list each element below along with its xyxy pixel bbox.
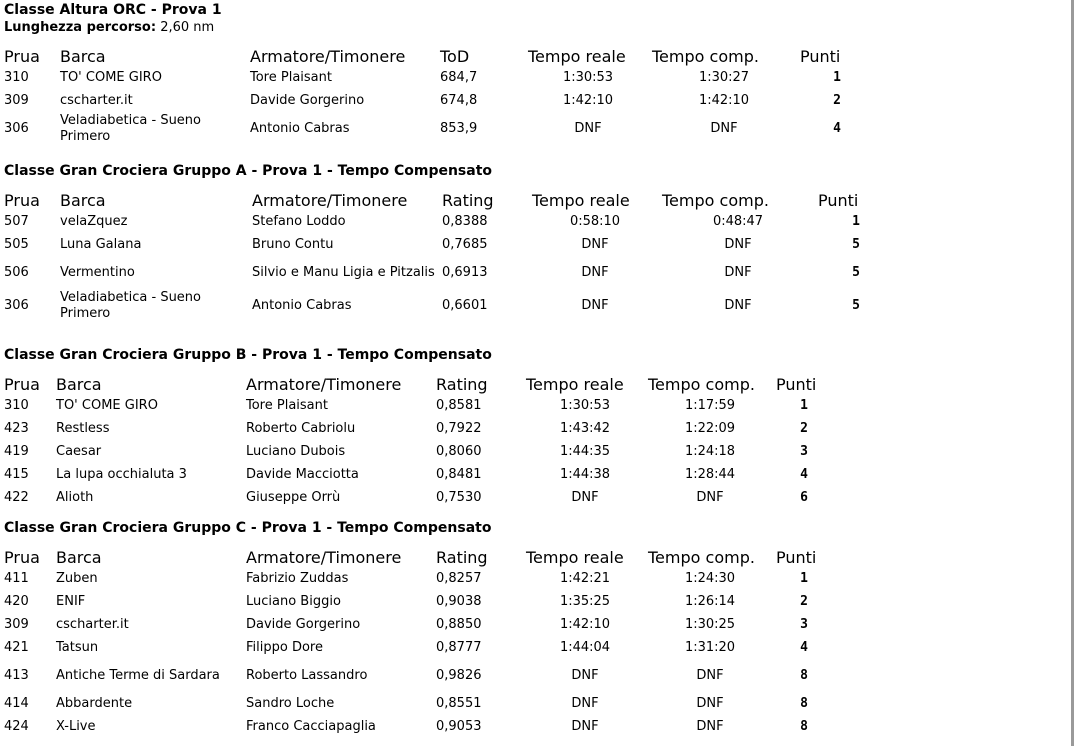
header-row [2,45,876,66]
header-rating: ToD [440,47,470,66]
table-row [2,66,876,89]
cell-armatore: Davide Macciotta [246,466,359,482]
course-length-label: Lunghezza percorso: [4,20,157,35]
section-title: Classe Gran Crociera Gruppo A - Prova 1 - Tempo Compensato [4,163,493,179]
cell-armatore: Stefano Loddo [252,213,346,229]
cell-armatore: Bruno Contu [252,236,334,252]
header-armatore: Armatore/Timonere [250,47,406,66]
cell-rating: 0,8551 [436,695,482,711]
cell-barca: X-Live [56,718,96,734]
header-prua: Prua [4,191,40,210]
cell-prua: 421 [4,639,29,655]
course-length-value: 2,60 nm [160,20,215,35]
cell-prua: 306 [4,297,29,313]
cell-armatore: Antonio Cabras [252,297,352,313]
cell-rating: 684,7 [440,69,478,85]
table-row [2,567,834,590]
cell-barca: Veladiabetica - Sueno Primero [60,112,202,144]
cell-prua: 419 [4,443,29,459]
cell-rating: 0,8581 [436,397,482,413]
cell-barca: cscharter.it [60,92,133,108]
cell-prua: 414 [4,695,29,711]
section-title: Classe Altura ORC - Prova 1 [4,2,222,18]
cell-punti: 6 [800,489,808,505]
header-tempo-reale: Tempo reale [528,47,626,66]
cell-barca: velaZquez [60,213,128,229]
table-row [2,590,834,613]
cell-tempo-comp: DNF [724,297,752,313]
cell-tempo-comp: 1:22:09 [684,420,736,436]
cell-barca: Antiche Terme di Sardara [56,667,220,683]
header-prua: Prua [4,375,40,394]
cell-barca: Tatsun [56,639,99,655]
cell-tempo-reale: DNF [581,297,609,313]
header-prua: Prua [4,47,40,66]
header-barca: Barca [56,375,102,394]
table-row [2,112,876,145]
cell-prua: 423 [4,420,29,436]
cell-barca: Zuben [56,570,98,586]
table-row [2,440,834,463]
cell-tempo-comp: 1:24:30 [684,570,736,586]
cell-rating: 0,8850 [436,616,482,632]
section-title: Classe Gran Crociera Gruppo B - Prova 1 - Tempo Compensato [4,347,492,363]
cell-tempo-comp: DNF [724,236,752,252]
results-table [2,546,834,738]
cell-rating: 0,6913 [442,264,488,280]
cell-prua: 310 [4,69,29,85]
cell-tempo-comp: DNF [724,264,752,280]
cell-prua: 505 [4,236,29,252]
cell-tempo-reale: 1:35:25 [559,593,611,609]
cell-punti: 4 [800,466,808,482]
cell-tempo-reale: 0:58:10 [569,213,621,229]
header-rating: Rating [436,375,488,394]
cell-punti: 2 [800,420,808,436]
header-armatore: Armatore/Timonere [252,191,408,210]
cell-barca: Restless [56,420,110,436]
cell-rating: 0,8777 [436,639,482,655]
cell-prua: 310 [4,397,29,413]
cell-prua: 309 [4,616,29,632]
cell-rating: 674,8 [440,92,478,108]
cell-armatore: Giuseppe Orrù [246,489,341,505]
cell-tempo-reale: DNF [571,489,599,505]
cell-rating: 0,8388 [442,213,488,229]
cell-armatore: Luciano Biggio [246,593,341,609]
cell-tempo-reale: 1:30:53 [559,397,611,413]
cell-barca: cscharter.it [56,616,129,632]
cell-punti: 2 [833,92,841,108]
cell-prua: 420 [4,593,29,609]
cell-tempo-comp: 1:42:10 [698,92,750,108]
table-row [2,89,876,112]
cell-tempo-comp: 1:30:25 [684,616,736,632]
header-barca: Barca [56,548,102,567]
cell-armatore: Sandro Loche [246,695,335,711]
cell-tempo-comp: DNF [696,695,724,711]
cell-barca: TO' COME GIRO [60,69,162,85]
cell-armatore: Silvio e Manu Ligia e Pitzalis [252,264,435,280]
header-row [2,546,834,567]
cell-punti: 5 [852,264,860,280]
cell-barca: Luna Galana [60,236,142,252]
cell-tempo-reale: 1:43:42 [559,420,611,436]
header-tempo-reale: Tempo reale [532,191,630,210]
cell-armatore: Franco Cacciapaglia [246,718,376,734]
cell-armatore: Davide Gorgerino [246,616,361,632]
table-row [2,636,834,659]
cell-punti: 4 [833,120,841,136]
course-length [4,20,214,35]
cell-rating: 0,9038 [436,593,482,609]
cell-prua: 424 [4,718,29,734]
header-tempo-comp: Tempo comp. [652,47,759,66]
cell-armatore: Tore Plaisant [250,69,332,85]
cell-tempo-comp: 1:31:20 [684,639,736,655]
cell-prua: 411 [4,570,29,586]
cell-barca: Abbardente [56,695,133,711]
header-armatore: Armatore/Timonere [246,375,402,394]
cell-tempo-reale: DNF [574,120,602,136]
cell-punti: 8 [800,695,808,711]
cell-rating: 0,7922 [436,420,482,436]
cell-tempo-comp: 1:30:27 [698,69,750,85]
header-tempo-comp: Tempo comp. [648,548,755,567]
header-punti: Punti [818,191,859,210]
cell-armatore: Davide Gorgerino [250,92,365,108]
cell-punti: 1 [800,397,808,413]
header-barca: Barca [60,47,106,66]
cell-punti: 3 [800,443,808,459]
header-tempo-comp: Tempo comp. [662,191,769,210]
cell-prua: 306 [4,120,29,136]
cell-punti: 1 [852,213,860,229]
header-tempo-reale: Tempo reale [526,375,624,394]
cell-tempo-reale: 1:42:10 [559,616,611,632]
cell-punti: 5 [852,297,860,313]
cell-tempo-reale: 1:44:38 [559,466,611,482]
cell-barca: Alioth [56,489,94,505]
cell-barca: TO' COME GIRO [56,397,158,413]
cell-punti: 8 [800,718,808,734]
cell-rating: 0,8257 [436,570,482,586]
header-row [2,189,896,210]
cell-tempo-reale: 1:42:10 [562,92,614,108]
cell-barca: Caesar [56,443,102,459]
cell-punti: 5 [852,236,860,252]
cell-tempo-reale: DNF [571,667,599,683]
cell-rating: 0,8481 [436,466,482,482]
table-row [2,256,896,289]
header-rating: Rating [442,191,494,210]
results-table [2,45,876,145]
table-row [2,233,896,256]
cell-tempo-reale: 1:42:21 [559,570,611,586]
table-row [2,210,896,233]
header-barca: Barca [60,191,106,210]
cell-tempo-reale: 1:44:35 [559,443,611,459]
cell-barca: La lupa occhialuta 3 [56,466,187,482]
cell-rating: 0,7530 [436,489,482,505]
header-row [2,373,834,394]
cell-tempo-comp: 1:26:14 [684,593,736,609]
cell-prua: 422 [4,489,29,505]
cell-punti: 8 [800,667,808,683]
header-tempo-comp: Tempo comp. [648,375,755,394]
cell-tempo-reale: DNF [571,718,599,734]
table-row [2,289,896,322]
cell-tempo-comp: 1:24:18 [684,443,736,459]
cell-prua: 413 [4,667,29,683]
cell-tempo-comp: DNF [696,489,724,505]
cell-rating: 0,9826 [436,667,482,683]
cell-punti: 3 [800,616,808,632]
cell-punti: 2 [800,593,808,609]
cell-prua: 506 [4,264,29,280]
cell-rating: 0,7685 [442,236,488,252]
table-row [2,463,834,486]
cell-punti: 1 [833,69,841,85]
table-row [2,613,834,636]
cell-tempo-comp: 1:28:44 [684,466,736,482]
cell-tempo-comp: 0:48:47 [712,213,764,229]
cell-tempo-comp: DNF [696,718,724,734]
cell-rating: 0,6601 [442,297,488,313]
cell-rating: 0,9053 [436,718,482,734]
cell-barca: ENIF [56,593,86,609]
cell-prua: 415 [4,466,29,482]
header-tempo-reale: Tempo reale [526,548,624,567]
table-row [2,417,834,440]
cell-punti: 4 [800,639,808,655]
cell-tempo-reale: 1:30:53 [562,69,614,85]
header-armatore: Armatore/Timonere [246,548,402,567]
cell-armatore: Roberto Cabriolu [246,420,356,436]
cell-tempo-comp: DNF [710,120,738,136]
cell-tempo-reale: DNF [581,264,609,280]
cell-armatore: Luciano Dubois [246,443,346,459]
cell-prua: 309 [4,92,29,108]
section-title: Classe Gran Crociera Gruppo C - Prova 1 - Tempo Compensato [4,520,492,536]
cell-tempo-comp: DNF [696,667,724,683]
header-prua: Prua [4,548,40,567]
cell-punti: 1 [800,570,808,586]
cell-tempo-comp: 1:17:59 [684,397,736,413]
table-row [2,715,834,738]
header-punti: Punti [800,47,841,66]
cell-armatore: Tore Plaisant [246,397,328,413]
table-row [2,394,834,417]
cell-barca: Veladiabetica - Sueno Primero [60,289,202,321]
cell-armatore: Fabrizio Zuddas [246,570,349,586]
cell-prua: 507 [4,213,29,229]
header-punti: Punti [776,375,817,394]
cell-tempo-reale: DNF [581,236,609,252]
cell-barca: Vermentino [60,264,135,280]
cell-rating: 0,8060 [436,443,482,459]
cell-armatore: Roberto Lassandro [246,667,368,683]
results-table [2,189,896,322]
results-table [2,373,834,509]
cell-rating: 853,9 [440,120,478,136]
header-rating: Rating [436,548,488,567]
cell-tempo-reale: DNF [571,695,599,711]
cell-armatore: Filippo Dore [246,639,323,655]
table-row [2,486,834,509]
cell-tempo-reale: 1:44:04 [559,639,611,655]
header-punti: Punti [776,548,817,567]
table-row [2,659,834,692]
table-row [2,692,834,715]
cell-armatore: Antonio Cabras [250,120,350,136]
